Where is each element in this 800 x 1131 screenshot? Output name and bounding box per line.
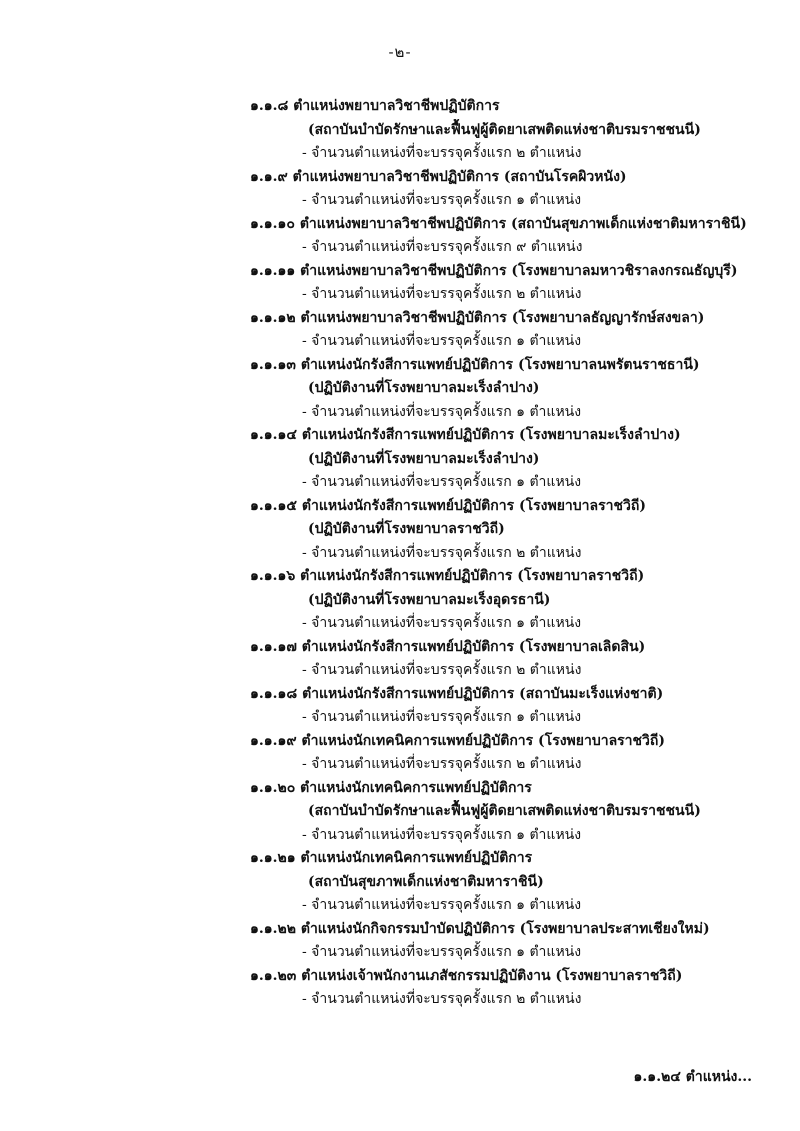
position-count: - จำนวนตำแหน่งที่จะบรรจุครั้งแรก ๒ ตำแหน่ง bbox=[302, 544, 582, 561]
position-heading: ๑.๑.๒๐ ตำแหน่งนักเทคนิคการแพทย์ปฏิบัติการ bbox=[250, 779, 532, 796]
position-heading: ๑.๑.๑๓ ตำแหน่งนักรังสีการแพทย์ปฏิบัติการ (โรงพยาบาลนพรัตนราชธานี) bbox=[250, 356, 700, 373]
position-location: (สถาบันบำบัดรักษาและฟื้นฟูผู้ติดยาเสพติดแห่งชาติบรมราชชนนี) bbox=[308, 121, 701, 138]
position-heading: ๑.๑.๑๔ ตำแหน่งนักรังสีการแพทย์ปฏิบัติการ (โรงพยาบาลมะเร็งลำปาง) bbox=[250, 427, 681, 443]
position-heading: ๑.๑.๑๘ ตำแหน่งนักรังสีการแพทย์ปฏิบัติการ (สถาบันมะเร็งแห่งชาติ) bbox=[250, 685, 664, 702]
position-heading: ๑.๑.๑๗ ตำแหน่งนักรังสีการแพทย์ปฏิบัติการ (โรงพยาบาลเลิดสิน) bbox=[250, 638, 646, 655]
position-heading: ๑.๑.๒๓ ตำแหน่งเจ้าพนักงานเภสัชกรรมปฏิบัติงาน (โรงพยาบาลราชวิถี) bbox=[250, 967, 683, 984]
position-count: - จำนวนตำแหน่งที่จะบรรจุครั้งแรก ๑ ตำแหน่ง bbox=[302, 403, 582, 420]
position-location: (สถาบันสุขภาพเด็กแห่งชาติมหาราชินี) bbox=[308, 873, 544, 890]
position-count: - จำนวนตำแหน่งที่จะบรรจุครั้งแรก ๙ ตำแหน่ง bbox=[302, 239, 583, 255]
position-heading: ๑.๑.๙ ตำแหน่งพยาบาลวิชาชีพปฏิบัติการ (สถาบันโรคผิวหนัง) bbox=[250, 168, 627, 185]
position-heading: ๑.๑.๑๕ ตำแหน่งนักรังสีการแพทย์ปฏิบัติการ (โรงพยาบาลราชวิถี) bbox=[250, 497, 646, 514]
position-count: - จำนวนตำแหน่งที่จะบรรจุครั้งแรก ๑ ตำแหน่ง bbox=[302, 333, 582, 349]
position-list bbox=[250, 95, 790, 1012]
position-heading: ๑.๑.๑๑ ตำแหน่งพยาบาลวิชาชีพปฏิบัติการ (โรงพยาบาลมหาวชิราลงกรณธัญบุรี) bbox=[250, 262, 738, 279]
position-heading: ๑.๑.๑๖ ตำแหน่งนักรังสีการแพทย์ปฏิบัติการ (โรงพยาบาลราชวิถี) bbox=[250, 568, 645, 584]
position-count: - จำนวนตำแหน่งที่จะบรรจุครั้งแรก ๒ ตำแหน่ง bbox=[302, 286, 582, 302]
position-count: - จำนวนตำแหน่งที่จะบรรจุครั้งแรก ๑ ตำแหน่ง bbox=[302, 709, 582, 725]
position-count: - จำนวนตำแหน่งที่จะบรรจุครั้งแรก ๒ ตำแหน่ง bbox=[302, 756, 582, 772]
position-location: (ปฏิบัติงานที่โรงพยาบาลมะเร็งลำปาง) bbox=[308, 380, 540, 396]
position-heading: ๑.๑.๒๑ ตำแหน่งนักเทคนิคการแพทย์ปฏิบัติการ bbox=[250, 850, 533, 866]
position-location: (ปฏิบัติงานที่โรงพยาบาลราชวิถี) bbox=[308, 521, 505, 537]
position-heading: ๑.๑.๘ ตำแหน่งพยาบาลวิชาชีพปฏิบัติการ bbox=[250, 98, 500, 114]
position-heading: ๑.๑.๒๒ ตำแหน่งนักกิจกรรมบำบัดปฏิบัติการ (โรงพยาบาลประสาทเชียงใหม่) bbox=[250, 920, 710, 937]
position-count: - จำนวนตำแหน่งที่จะบรรจุครั้งแรก ๑ ตำแหน่ง bbox=[302, 474, 582, 490]
position-location: (ปฏิบัติงานที่โรงพยาบาลมะเร็งอุดรธานี) bbox=[308, 591, 551, 608]
position-count: - จำนวนตำแหน่งที่จะบรรจุครั้งแรก ๑ ตำแหน่ง bbox=[302, 826, 582, 843]
page-number: -๒- bbox=[388, 43, 412, 61]
position-count: - จำนวนตำแหน่งที่จะบรรจุครั้งแรก ๒ ตำแหน่ง bbox=[302, 662, 582, 678]
position-count: - จำนวนตำแหน่งที่จะบรรจุครั้งแรก ๒ ตำแหน่ง bbox=[302, 991, 582, 1007]
position-count: - จำนวนตำแหน่งที่จะบรรจุครั้งแรก ๑ ตำแหน่ง bbox=[302, 944, 582, 960]
position-location: (ปฏิบัติงานที่โรงพยาบาลมะเร็งลำปาง) bbox=[308, 450, 540, 467]
continuation-footer: ๑.๑.๒๔ ตำแหน่ง... bbox=[633, 1069, 752, 1085]
position-location: (สถาบันบำบัดรักษาและฟื้นฟูผู้ติดยาเสพติดแห่งชาติบรมราชชนนี) bbox=[308, 803, 701, 819]
position-count: - จำนวนตำแหน่งที่จะบรรจุครั้งแรก ๑ ตำแหน่ง bbox=[302, 615, 582, 631]
position-heading: ๑.๑.๑๙ ตำแหน่งนักเทคนิคการแพทย์ปฏิบัติการ (โรงพยาบาลราชวิถี) bbox=[250, 732, 666, 749]
position-count: - จำนวนตำแหน่งที่จะบรรจุครั้งแรก ๒ ตำแหน่ง bbox=[302, 145, 582, 161]
position-heading: ๑.๑.๑๒ ตำแหน่งพยาบาลวิชาชีพปฏิบัติการ (โรงพยาบาลธัญญารักษ์สงขลา) bbox=[250, 309, 705, 326]
position-count: - จำนวนตำแหน่งที่จะบรรจุครั้งแรก ๑ ตำแหน่ง bbox=[302, 192, 582, 208]
position-heading: ๑.๑.๑๐ ตำแหน่งพยาบาลวิชาชีพปฏิบัติการ (สถาบันสุขภาพเด็กแห่งชาติมหาราชินี) bbox=[250, 215, 747, 232]
position-count: - จำนวนตำแหน่งที่จะบรรจุครั้งแรก ๑ ตำแหน่ง bbox=[302, 897, 582, 913]
